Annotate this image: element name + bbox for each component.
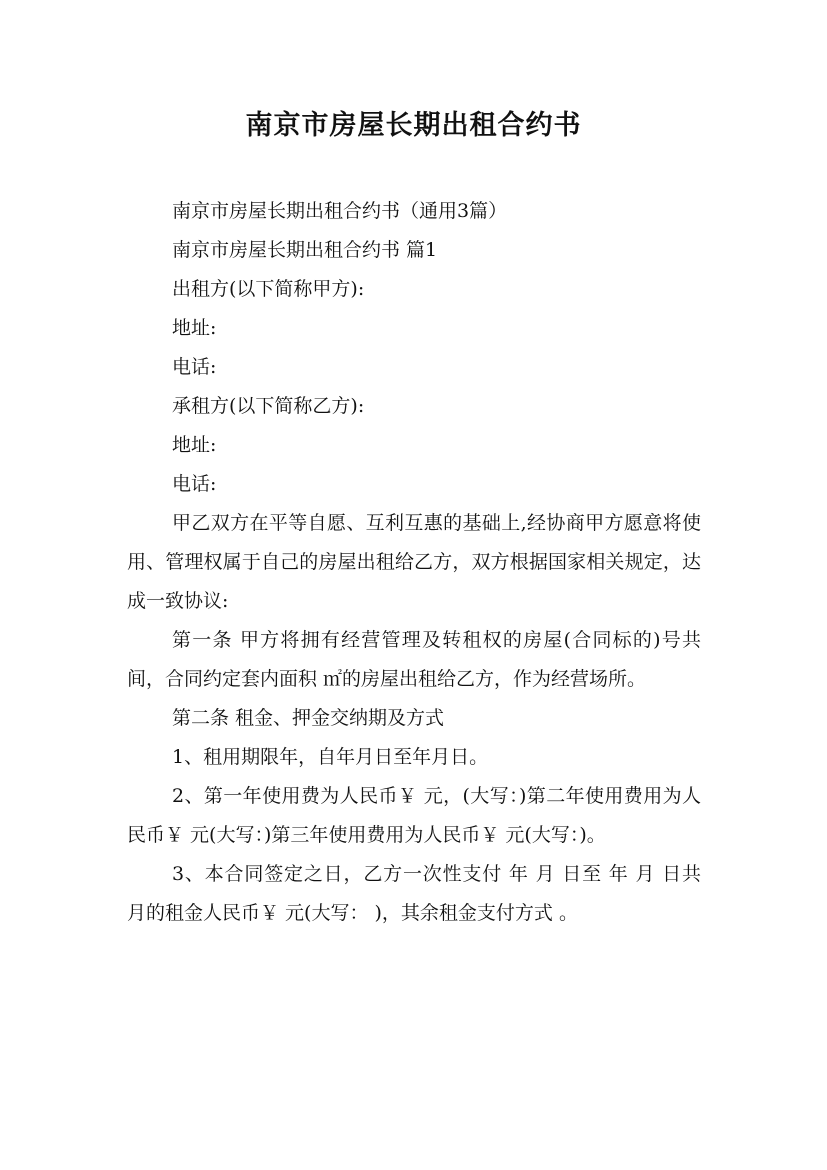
lessee-label: 承租方(以下简称乙方): — [172, 395, 365, 417]
preamble-paragraph: 甲乙双方在平等自愿、互利互惠的基础上,经协商甲方愿意将使用、管理权属于自己的房屋出租给乙方，双方根据国家相关规定，达成一致协议: — [127, 512, 701, 612]
lessee-phone-label: 电话: — [172, 473, 217, 495]
clause-3-paragraph: 3、本合同签定之日，乙方一次性支付 年 月 日至 年 月 日共 月的租金人民币￥ 元(大写： )，其余租金支付方式 。 — [127, 863, 701, 924]
article-1-paragraph: 第一条 甲方将拥有经营管理及转租权的房屋(合同标的)号共 间，合同约定套内面积 ㎡的房屋出租给乙方，作为经营场所。 — [127, 629, 701, 690]
lessor-address-label: 地址: — [172, 317, 217, 339]
clause-2-paragraph: 2、第一年使用费为人民币￥ 元，(大写：)第二年使用费用为人民币￥ 元(大写：)第三年使用费用为人民币￥ 元(大写：)。 — [127, 785, 701, 846]
lessee-address-label: 地址: — [172, 434, 217, 456]
document-body — [127, 192, 701, 933]
article-2-heading: 第二条 租金、押金交纳期及方式 — [172, 707, 445, 729]
section-heading: 南京市房屋长期出租合约书 篇1 — [172, 239, 438, 261]
subtitle-line: 南京市房屋长期出租合约书（通用3篇） — [172, 200, 508, 222]
clause-1-paragraph: 1、租用期限年，自年月日至年月日。 — [172, 746, 489, 768]
lessor-phone-label: 电话: — [172, 356, 217, 378]
lessor-label: 出租方(以下简称甲方): — [172, 278, 365, 300]
document-title: 南京市房屋长期出租合约书 — [245, 110, 582, 141]
